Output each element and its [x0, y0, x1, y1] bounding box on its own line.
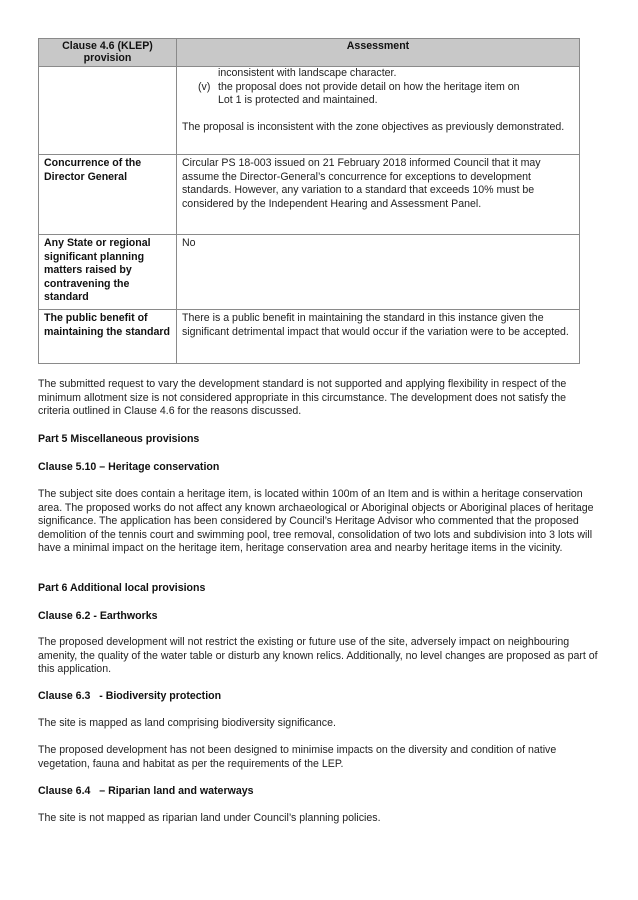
provision-cell: The public benefit of maintaining the standard: [39, 309, 177, 363]
part6-heading: Part 6 Additional local provisions: [38, 582, 206, 594]
assessment-cell: Circular PS 18-003 issued on 21 February 2018 informed Council that it may assume the Director-General’s concurrence for exceptions to development standards. However, any variation to a standard that exceeds 10% must be considered by the Independent Hearing and Assessment Panel.: [177, 155, 580, 235]
conclusion-text: The proposal is inconsistent with the zone objectives as previously demonstrated.: [182, 120, 565, 133]
part5-heading: Part 5 Miscellaneous provisions: [38, 433, 200, 445]
clause-6-4-paragraph: The site is not mapped as riparian land under Council’s planning policies.: [38, 812, 381, 824]
header-assessment: Assessment: [177, 39, 580, 67]
assessment-cell: [177, 67, 580, 155]
list-item-number: (v): [198, 80, 211, 93]
assessment-table: [38, 38, 580, 364]
list-item-continued: inconsistent with landscape character.: [218, 67, 397, 79]
table-row: [39, 309, 580, 363]
assessment-cell: There is a public benefit in maintaining the standard in this instance given the significant detrimental impact that would occur if the variation were to be accepted.: [177, 309, 580, 363]
provision-cell: Any State or regional significant planning matters raised by contravening the standard: [39, 235, 177, 310]
clause-6-3-paragraph-2: The proposed development has not been designed to minimise impacts on the diversity and condition of native vegetation, fauna and habitat as per the requirements of the LEP.: [38, 744, 557, 770]
table-header-row: [39, 39, 580, 67]
list-item-text-continued: Lot 1 is protected and maintained.: [218, 94, 378, 107]
assessment-cell: No: [177, 235, 580, 310]
clause-5-10-paragraph: The subject site does contain a heritage item, is located within 100m of an Item and is within a heritage conservation area. The proposed works do not affect any known archaeological or Aboriginal objects or Aboriginal places of heritage significance. The application has been considered by Council’s Heritage Advisor who commented that the proposed demolition of the tennis court and swimming pool, tree removal, consolidation of two lots and subdivision into 3 lots will have a minimal impact on the heritage item, heritage conservation area and nearby heritage items in the vicinity.: [38, 488, 594, 555]
table-row: [39, 67, 580, 155]
clause-6-4-heading: Clause 6.4 – Riparian land and waterways: [38, 785, 254, 797]
table-row: [39, 235, 580, 310]
provision-cell: Concurrence of the Director General: [39, 155, 177, 235]
summary-paragraph: The submitted request to vary the development standard is not supported and applying flexibility in respect of the minimum allotment size is not considered appropriate in this circumstance. The development does not satisfy the criteria outlined in Clause 4.6 for the reasons discussed.: [38, 378, 567, 418]
provision-cell-empty: [39, 67, 177, 155]
header-provision: Clause 4.6 (KLEP) provision: [39, 39, 177, 67]
table-row: [39, 155, 580, 235]
list-item: [198, 81, 574, 95]
clause-5-10-heading: Clause 5.10 – Heritage conservation: [38, 461, 220, 473]
clause-6-3-heading: Clause 6.3 - Biodiversity protection: [38, 690, 222, 702]
clause-6-2-paragraph: The proposed development will not restrict the existing or future use of the site, adversely impact on neighbouring amenity, the quality of the water table or disturb any known relics. Additionally, no level changes are proposed as part of this application.: [38, 636, 598, 676]
clause-6-3-paragraph-1: The site is mapped as land comprising biodiversity significance.: [38, 717, 336, 729]
list-item-text: the proposal does not provide detail on how the heritage item on: [218, 80, 520, 93]
clause-6-2-heading: Clause 6.2 - Earthworks: [38, 610, 158, 622]
